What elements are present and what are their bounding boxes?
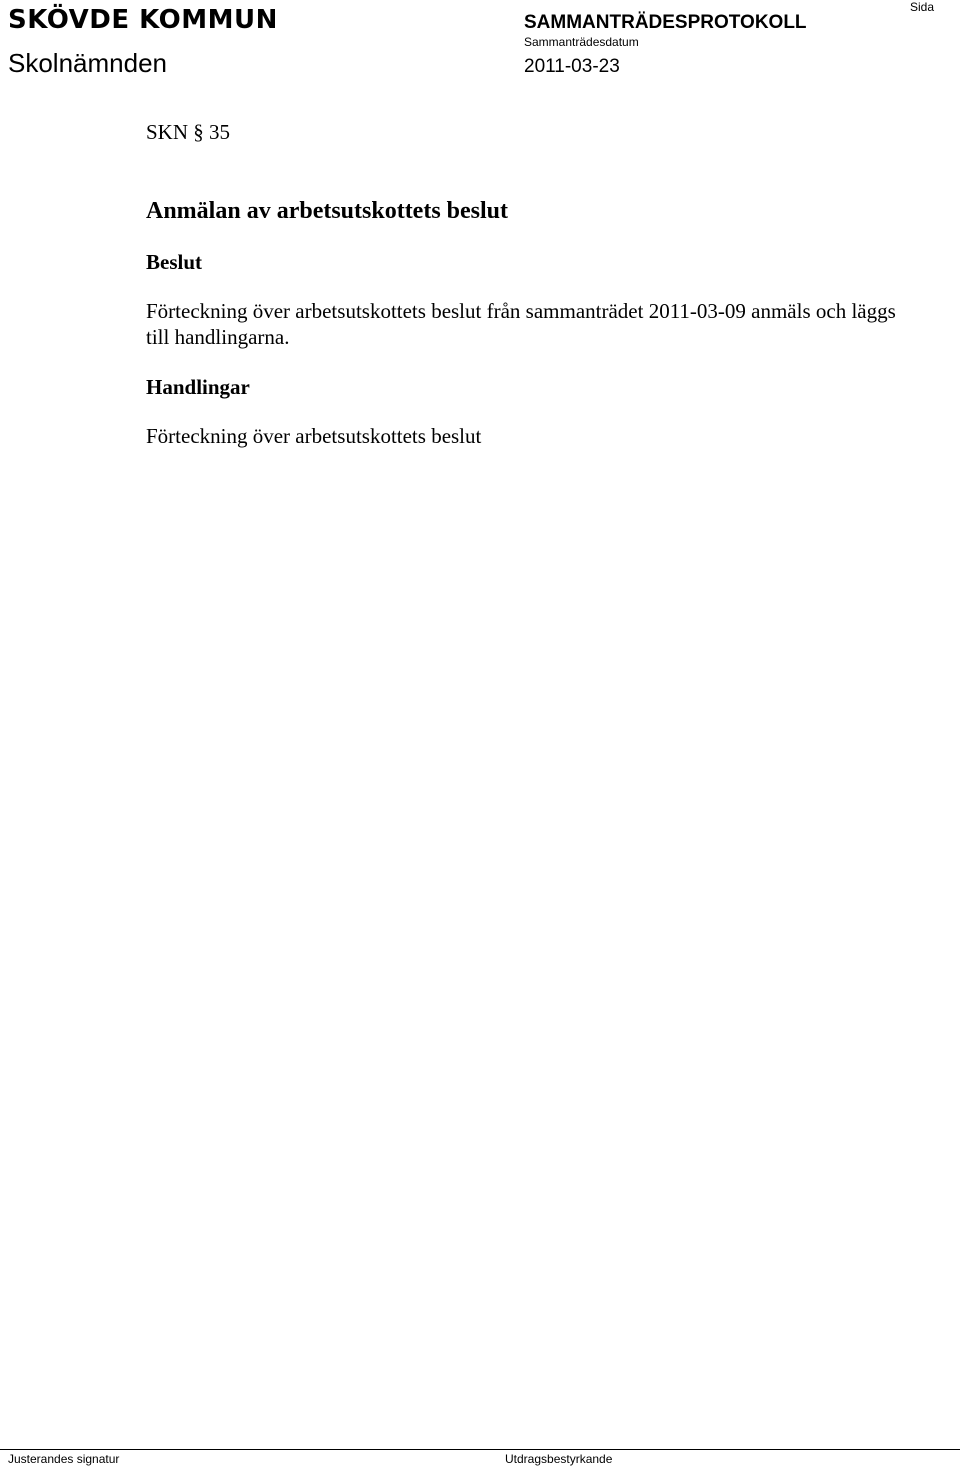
municipality-logo: SKÖVDE KOMMUN	[8, 5, 278, 35]
decision-heading: Beslut	[146, 250, 203, 274]
decision-text: Förteckning över arbetsutskottets beslut från sammanträdet 2011-03-09 anmäls och läggs till handlingarna.	[146, 299, 896, 349]
committee-name: Skolnämnden	[8, 48, 167, 78]
certification-label: Utdragsbestyrkande	[505, 1452, 613, 1466]
paragraph-reference: SKN § 35	[146, 120, 231, 144]
signature-label: Justerandes signatur	[8, 1452, 120, 1466]
page-number-label: Sida	[910, 0, 935, 14]
footer-divider	[0, 1449, 960, 1450]
document-type-title: SAMMANTRÄDESPROTOKOLL	[524, 12, 807, 33]
agenda-item-title: Anmälan av arbetsutskottets beslut	[146, 198, 509, 224]
documents-heading: Handlingar	[146, 375, 250, 399]
meeting-date-label: Sammanträdesdatum	[524, 35, 639, 49]
documents-text: Förteckning över arbetsutskottets beslut	[146, 424, 482, 448]
meeting-date-value: 2011-03-23	[524, 56, 620, 77]
